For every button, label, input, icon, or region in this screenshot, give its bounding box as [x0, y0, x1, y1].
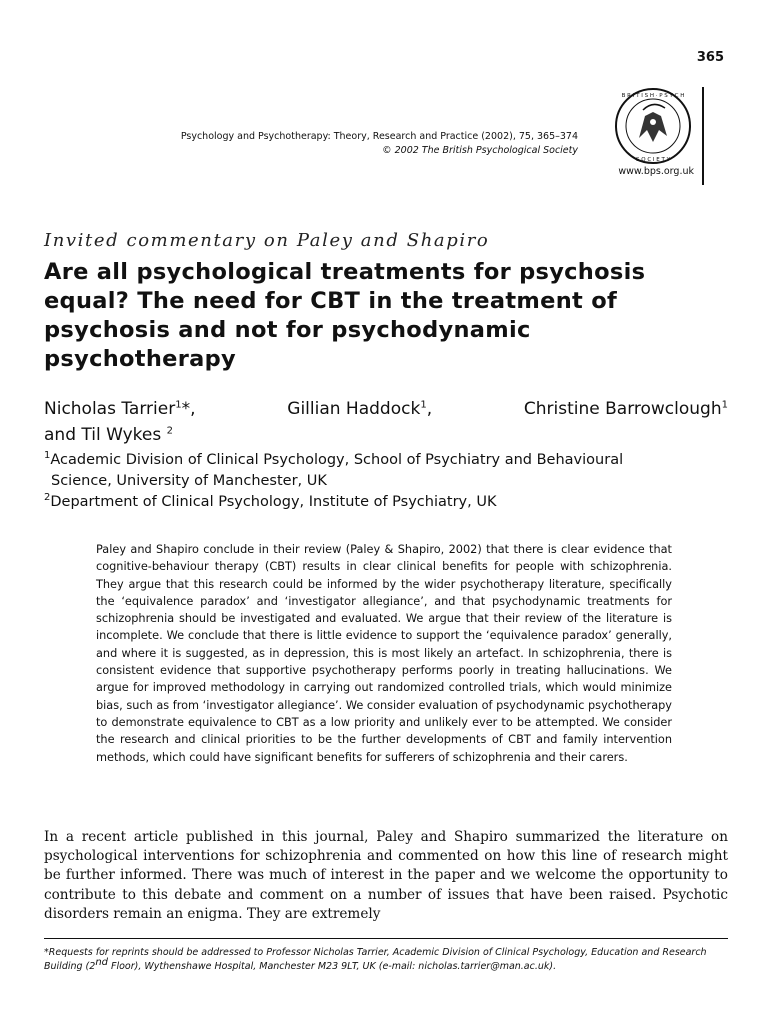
page-number: 365	[696, 50, 724, 65]
journal-url[interactable]: www.bps.org.uk	[618, 166, 694, 177]
society-logo	[607, 86, 701, 166]
author-tarrier: Nicholas Tarrier$^1$*,	[44, 399, 196, 419]
author-barrowclough: Christine Barrowclough$^1$	[523, 399, 728, 419]
affiliation-1: $^1$Academic Division of Clinical Psychology, School of Psychiatry and Behavioural	[44, 450, 624, 468]
author-list	[44, 396, 728, 448]
body-paragraph: In a recent article published in this journal, Paley and Shapiro summarized the literature on psychological interventions for schizophrenia and commented on how this line of research might be further informed. There was much of interest in the paper and we welcome the opportunity to contribute to this debate and comment on a number of issues that have been raised. Psychotic disorders remain an enigma. They are extremely	[44, 829, 728, 922]
author-haddock: Gillian Haddock$^1$,	[287, 399, 433, 419]
header-vertical-rule	[702, 87, 704, 185]
svg-text:B R I T I S H · P S Y C H: B R I T I S H · P S Y C H	[621, 93, 685, 99]
affiliations	[44, 450, 728, 513]
svg-text:S O C I E T Y: S O C I E T Y	[636, 157, 670, 163]
abstract: Paley and Shapiro conclude in their review (Paley & Shapiro, 2002) that there is clear evidence that cognitive-behaviour therapy (CBT) results in clear clinical benefits for people with schizophrenia. They argue that this research could be informed by the wider psychotherapy literature, specifically the ‘equivalence paradox’ and ‘investigator allegiance’, and that psychodynamic treatments for schizophrenia should be investigated and evaluated. We argue that their review of the literature is incomplete. We conclude that there is little evidence to support the ‘equivalence paradox’ generally, and where it is suggested, as in depression, this is most likely an artefact. In schizophrenia, there is consistent evidence that supportive psychotherapy performs poorly in treating hallucinations. We argue for improved methodology in carrying out randomized controlled trials, which would minimize bias, such as from ‘investigator allegiance’. We consider evaluation of psychodynamic psychotherapy to demonstrate equivalence to CBT as a low priority and unlikely ever to be attempted. We consider the research and clinical priorities to be the further developments of CBT and family intervention methods, which could have significant benefits for sufferers of schizophrenia and their carers.	[96, 543, 672, 764]
article-title: Are all psychological treatments for psychosis equal? The need for CBT in the treatment of psychosis and not for psychodynamic psychotherapy	[44, 259, 646, 372]
footnote: *Requests for reprints should be addressed to Professor Nicholas Tarrier, Academic Division of Clinical Psychology, Education and Research Building (2nd Floor), Wythenshawe Hospital, Manchester M23 9LT, UK (e-mail: nicholas.tarrier@man.ac.uk).	[44, 947, 707, 972]
journal-citation	[100, 130, 578, 158]
affiliation-2: $^2$Department of Clinical Psychology, Institute of Psychiatry, UK	[44, 492, 497, 510]
author-line-1	[44, 396, 728, 422]
affiliation-1-cont: Science, University of Manchester, UK	[51, 473, 327, 489]
article-kicker: Invited commentary on Paley and Shapiro	[44, 230, 490, 251]
author-line-2: and Til Wykes $^2$	[44, 425, 174, 445]
journal-line: Psychology and Psychotherapy: Theory, Research and Practice (2002), 75, 365–374	[180, 131, 578, 142]
footnote-rule	[44, 938, 728, 939]
copyright-line: © 2002 The British Psychological Society	[382, 145, 578, 156]
